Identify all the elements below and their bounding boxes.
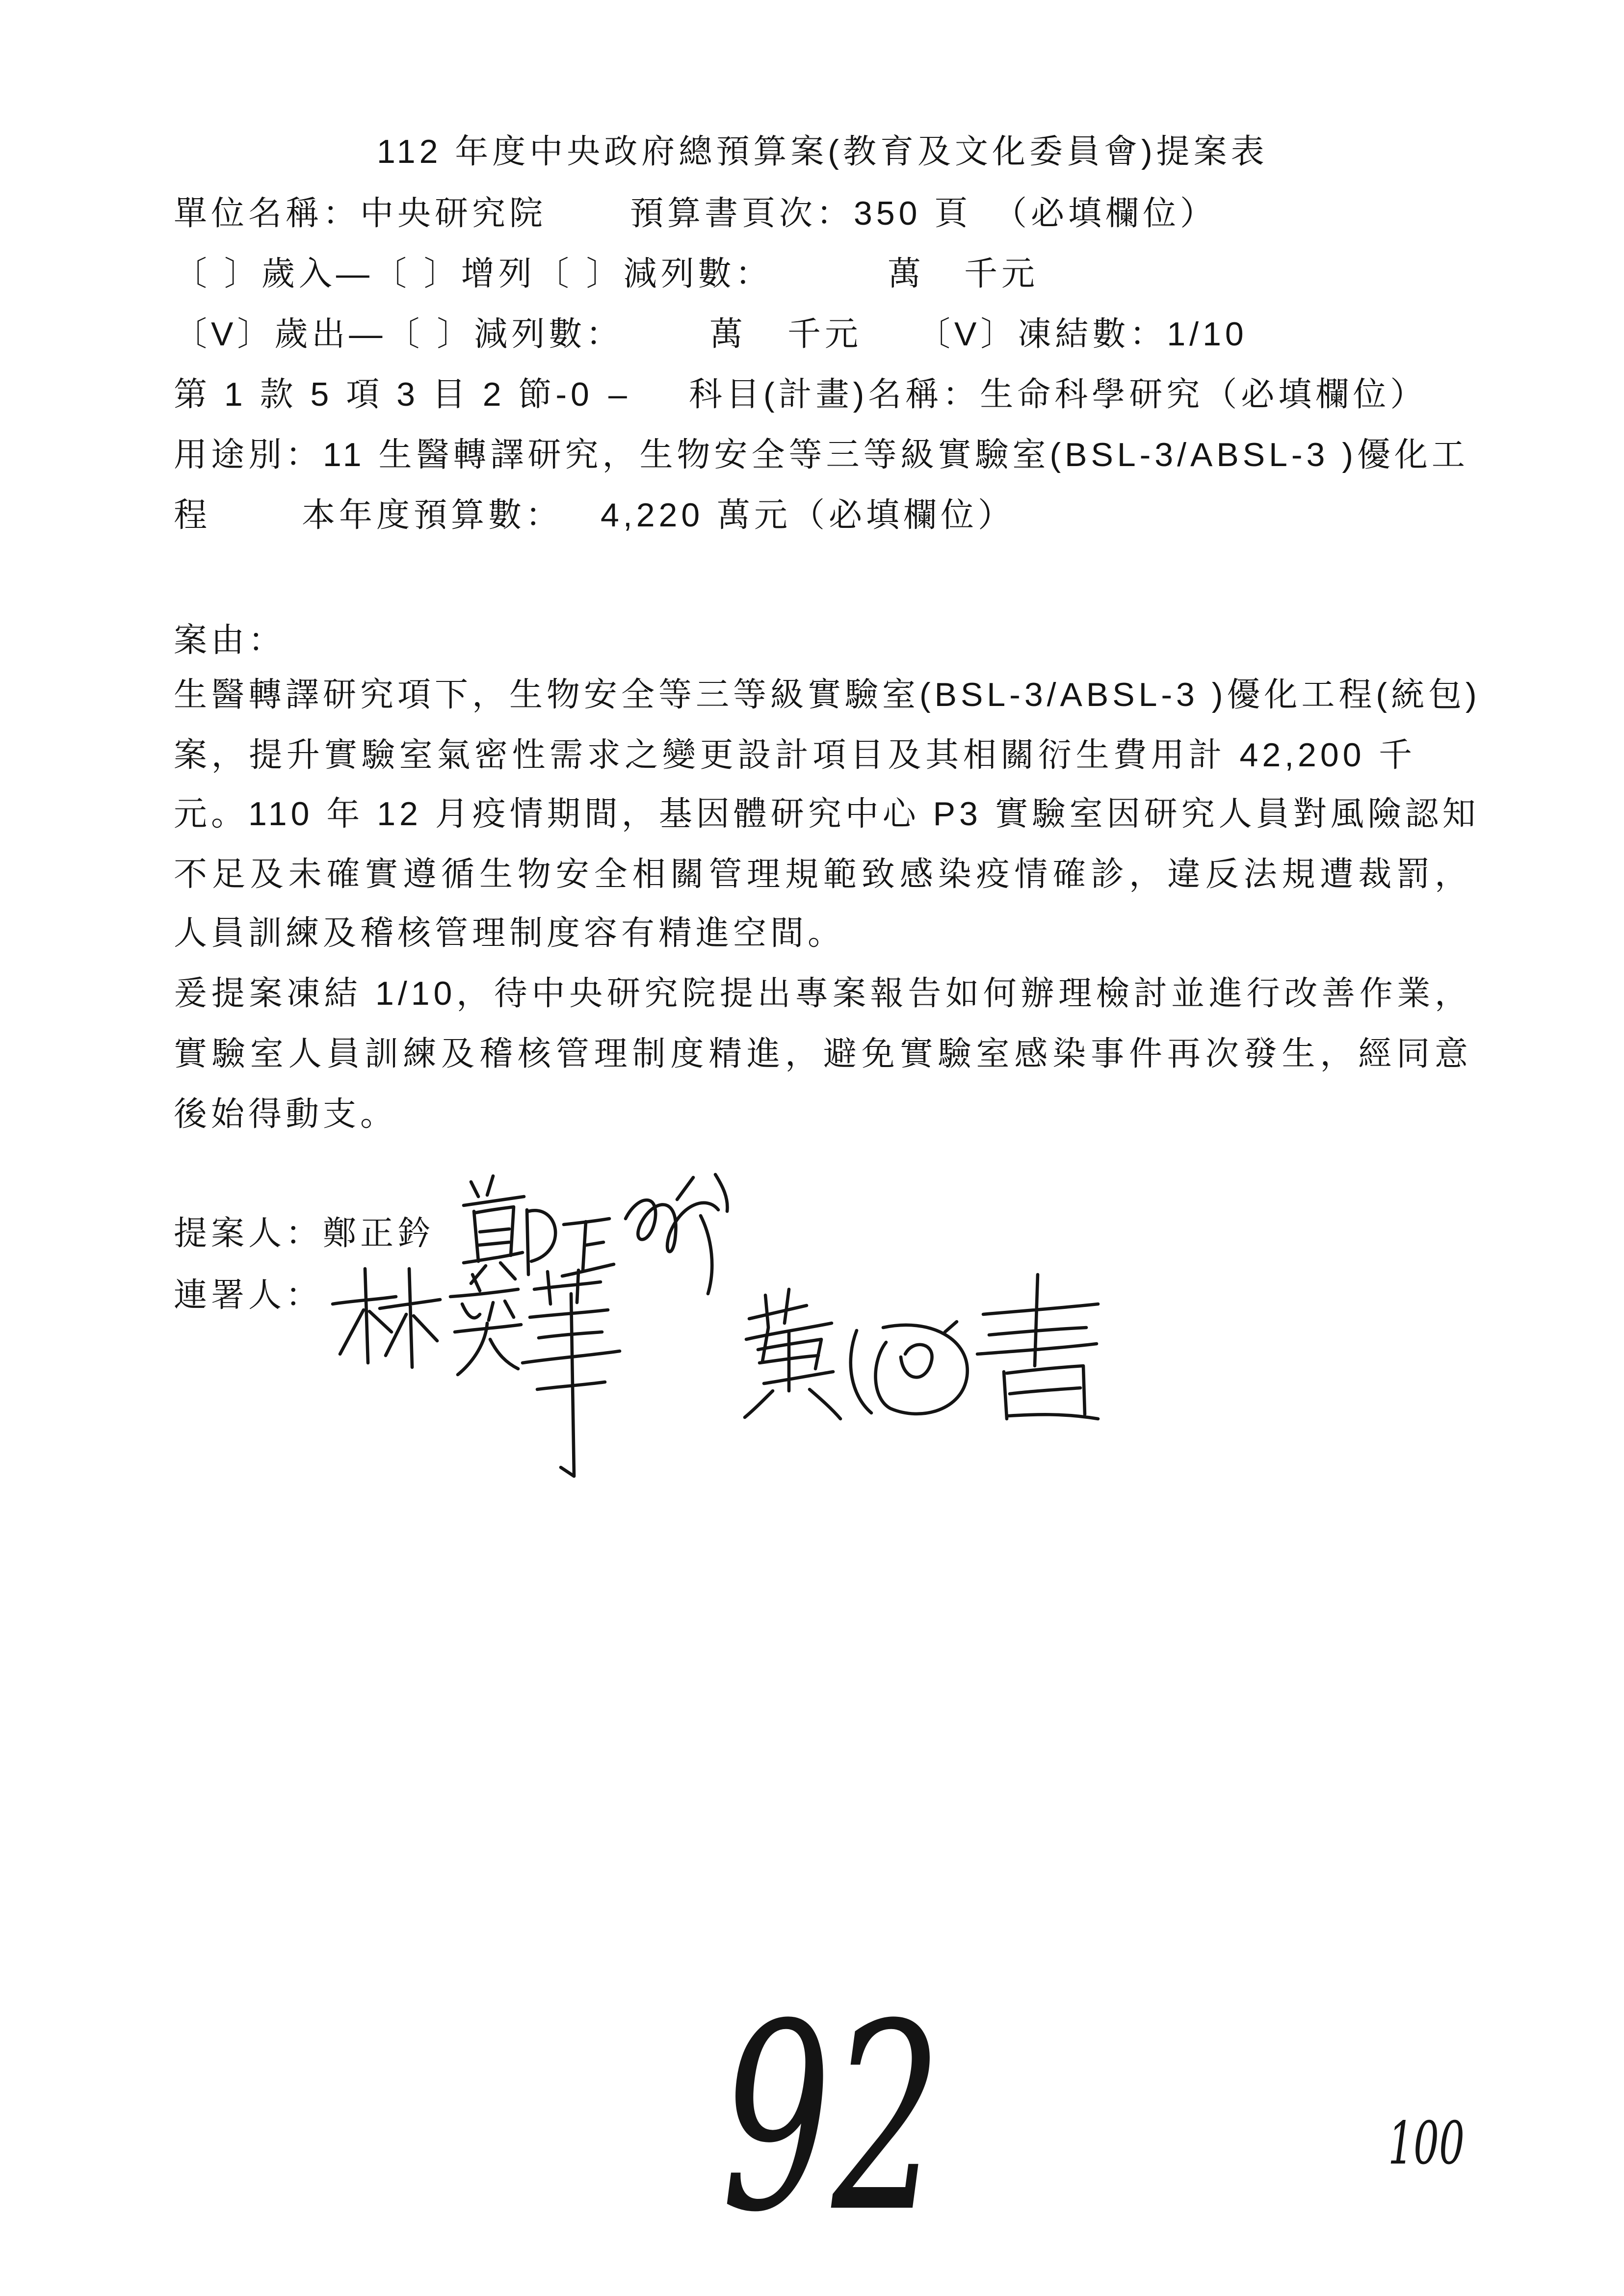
reason-line: 後始得動支。 — [174, 1096, 398, 1133]
reason-line: 不足及未確實遵循生物安全相關管理規範致感染疫情確診，違反法規遭裁罰， — [174, 856, 1472, 893]
reason-line: 實驗室人員訓練及稽核管理制度精進，避免實驗室感染事件再次發生，經同意 — [174, 1035, 1472, 1072]
subject-name: 科目(計畫)名稱：生命科學研究（必填欄位） — [689, 376, 1428, 413]
unit-name: 單位名稱：中央研究院 — [174, 195, 547, 232]
revenue-qian-yuan: 千元 — [964, 255, 1039, 292]
form-title: 112 年度中央政府總預算案(教育及文化委員會)提案表 — [377, 133, 1268, 170]
cosigner-signature-1 — [333, 1269, 620, 1476]
cosigner-label: 連署人： — [174, 1277, 323, 1314]
cosigner-signature-2 — [745, 1275, 1098, 1419]
budget-amount: 4,220 萬元（必填欄位） — [601, 496, 1016, 534]
budget-book-page: 預算書頁次：350 頁 — [630, 195, 972, 232]
proposer-label: 提案人：鄭正鈐 — [174, 1215, 435, 1252]
freeze-amount: 〔V〕凍結數：1/10 — [917, 315, 1248, 353]
reason-label: 案由： — [174, 622, 286, 659]
account-dash: – — [608, 376, 631, 413]
revenue-wan: 萬 — [888, 255, 925, 292]
purpose-line: 程 — [174, 496, 211, 534]
budget-label: 本年度預算數： — [302, 496, 563, 534]
handwritten-corner-number: 100 — [1388, 2110, 1465, 2178]
expenditure-wan: 萬 — [709, 315, 747, 353]
expenditure-label: 〔V〕歲出—〔 〕減列數： — [174, 315, 624, 353]
account-code: 第 1 款 5 項 3 目 2 節-0 — [174, 376, 593, 413]
reason-line: 人員訓練及稽核管理制度容有精進空間。 — [174, 914, 845, 952]
purpose-line: 用途別：11 生醫轉譯研究，生物安全等三等級實驗室(BSL-3/ABSL-3 )優化工 — [174, 436, 1469, 473]
proposer-signature — [464, 1174, 727, 1294]
handwritten-center-number: 92 — [721, 1969, 943, 2269]
reason-line: 元。110 年 12 月疫情期間，基因體研究中心 P3 實驗室因研究人員對風險認知 — [174, 795, 1480, 833]
reason-line: 生醫轉譯研究項下，生物安全等三等級實驗室(BSL-3/ABSL-3 )優化工程(統包) — [174, 676, 1481, 713]
required-field-note: （必填欄位） — [994, 195, 1218, 232]
revenue-label: 〔 〕歲入—〔 〕增列〔 〕減列數： — [174, 255, 773, 292]
reason-line: 爰提案凍結 1/10，待中央研究院提出專案報告如何辦理檢討並進行改善作業， — [174, 975, 1472, 1012]
expenditure-qian-yuan: 千元 — [787, 315, 863, 353]
reason-line: 案，提升實驗室氣密性需求之變更設計項目及其相關衍生費用計 42,200 千 — [174, 736, 1416, 774]
